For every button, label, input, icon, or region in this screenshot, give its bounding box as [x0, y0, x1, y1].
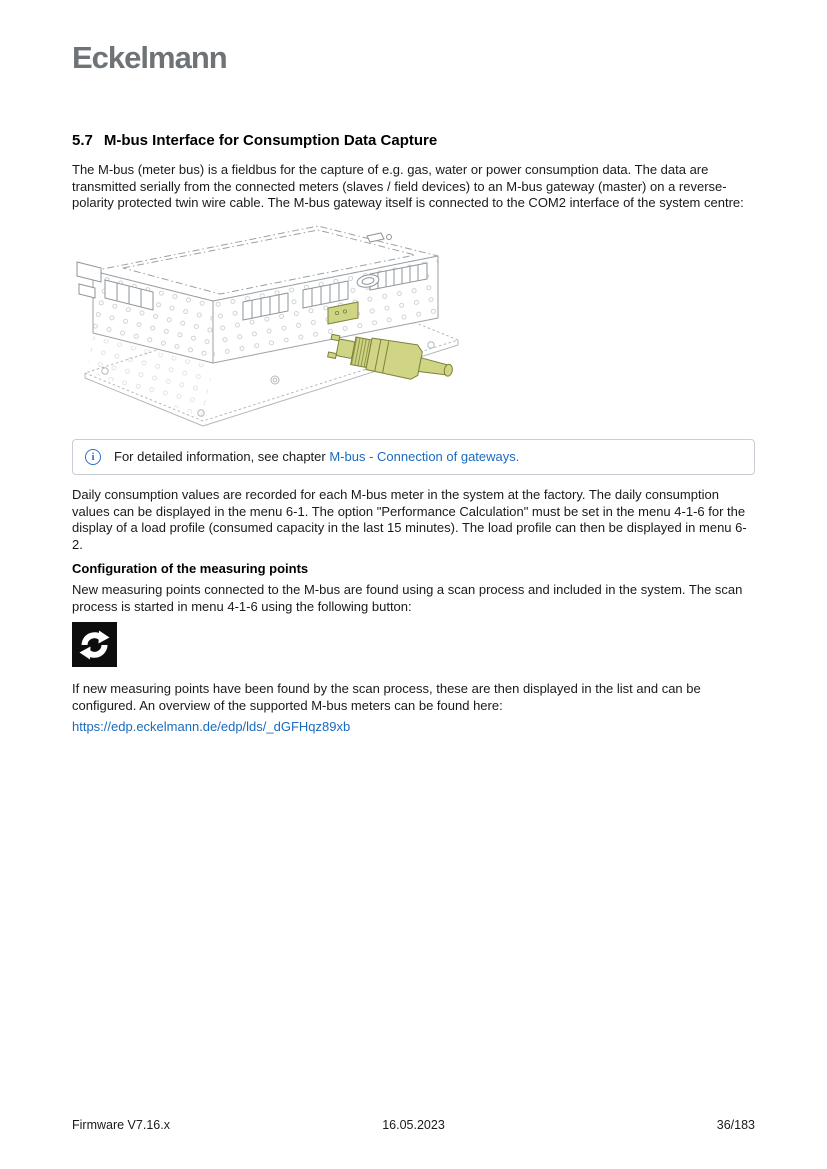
info-icon: i [85, 449, 101, 465]
paragraph-found: If new measuring points have been found by the scan process, these are then displayed in the list and can be configured. An overview of the supported M-bus meters can be found here: [72, 681, 701, 713]
eckelmann-logo: Eckelmann [72, 40, 227, 75]
mbus-gateway-plug-highlight [326, 328, 455, 386]
url-line [72, 719, 755, 736]
system-centre-illustration [75, 218, 461, 430]
section-heading [72, 131, 755, 151]
info-text-prefix: For detailed information, see chapter [114, 448, 330, 464]
paragraph-scan: New measuring points connected to the M-bus are found using a scan process and included in the system. The scan process is started in menu 4-1-6 using the following button: [72, 582, 743, 614]
chapter-link[interactable]: M-bus - Connection of gateways. [329, 448, 520, 464]
paragraph-intro: The M-bus (meter bus) is a fieldbus for the capture of e.g. gas, water or power consumption data. The data are transmitted serially from the connected meters (slaves / field devices) to an M-bus gateway (master) on a reverse-polarity protected twin wire cable. The M-bus gateway itself is connected to the COM2 interface of the system centre: [72, 162, 744, 210]
section-title: M-bus Interface for Consumption Data Capture [103, 132, 438, 149]
info-box [72, 439, 755, 476]
footer-firmware-version: Firmware V7.16.x [72, 1118, 170, 1132]
refresh-scan-icon [72, 622, 117, 667]
config-heading: Configuration of the measuring points [72, 561, 309, 576]
mbus-meters-link[interactable]: https://edp.eckelmann.de/edp/lds/_dGFHqz89xb [72, 719, 351, 734]
footer [72, 1118, 755, 1132]
info-text [114, 449, 519, 466]
paragraph-daily: Daily consumption values are recorded for each M-bus meter in the system at the factory. The daily consumption values can be displayed in the menu 6-1. The option "Performance Calculation" must be set in the menu 4-1-6 for the display of a load profile (consumed capacity in the last 15 minutes). The load profile can then be displayed in menu 6-2. [72, 487, 747, 552]
illustration-wrap [75, 218, 461, 430]
footer-date: 16.05.2023 [382, 1118, 445, 1132]
section-number: 5.7 [72, 132, 93, 149]
footer-page-number: 36/183 [716, 1118, 756, 1132]
scan-button-image [72, 622, 117, 667]
